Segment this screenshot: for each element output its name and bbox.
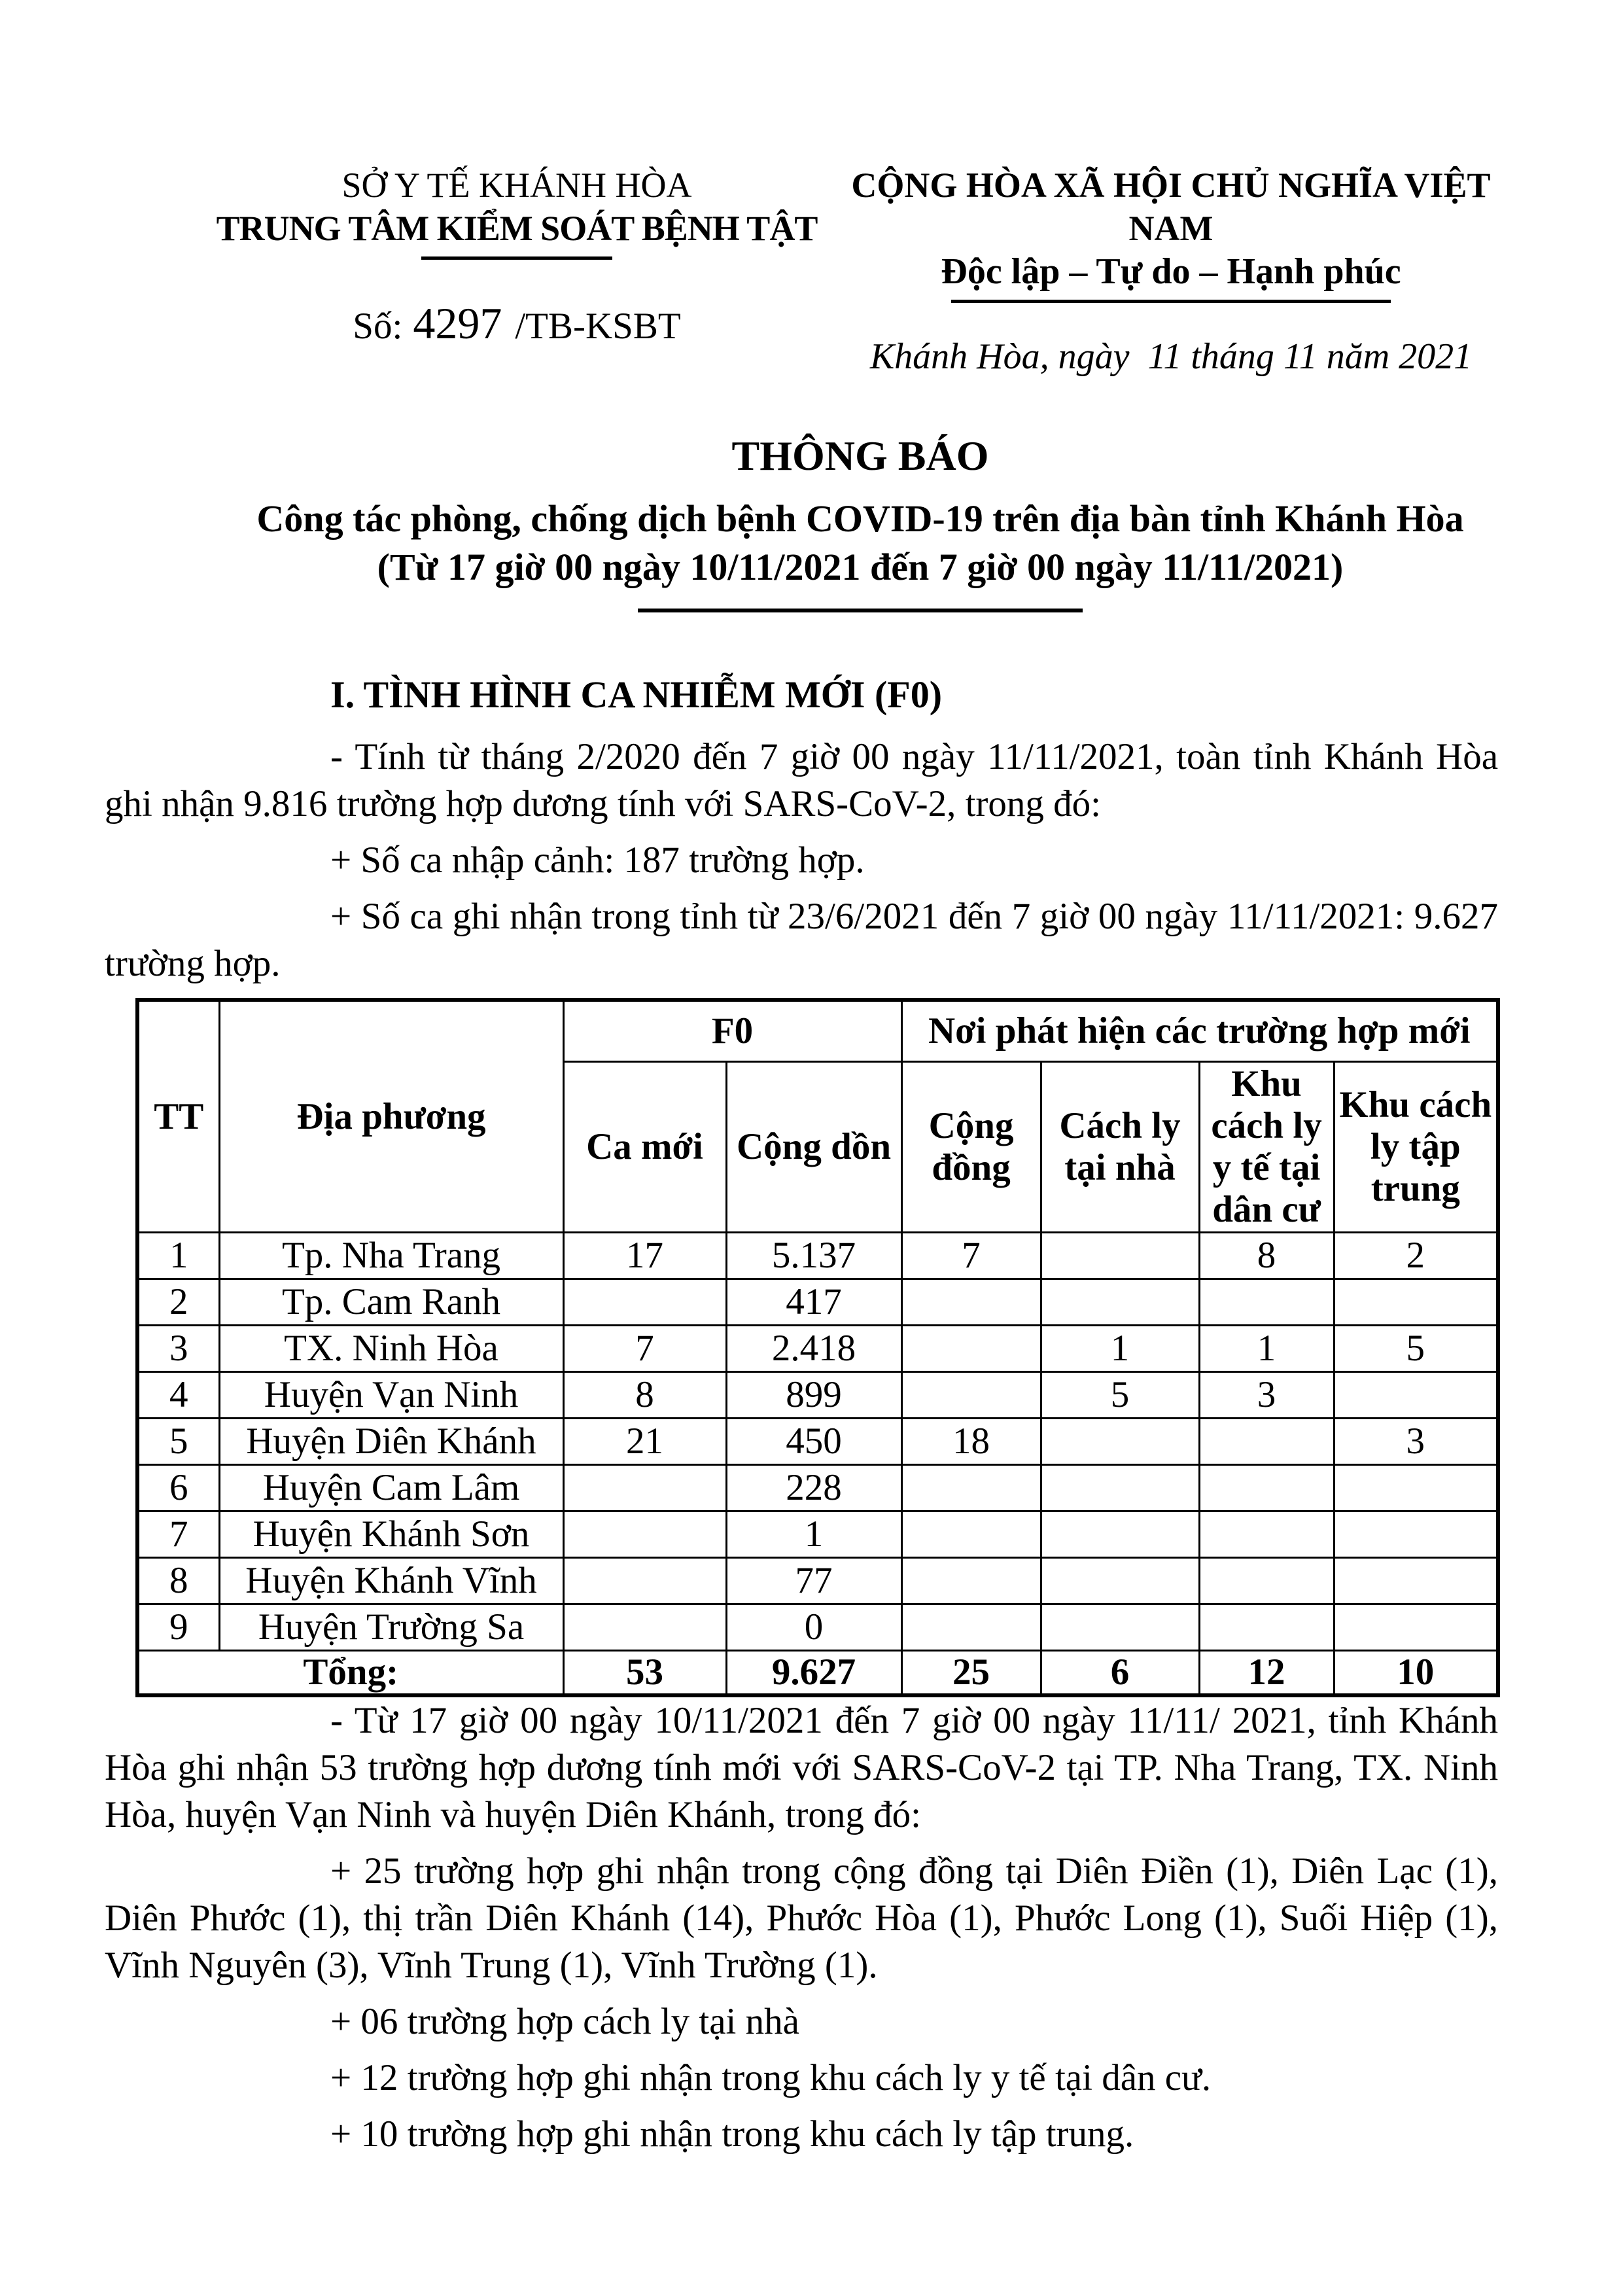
report-period: (Từ 17 giờ 00 ngày 10/11/2021 đến 7 giờ 00 ngày 11/11/2021) [377,546,1344,588]
cell-khu-cach-ly-tap-trung: 5 [1334,1326,1498,1372]
table-row [137,1558,1498,1604]
cell-cong-don: 5.137 [726,1233,901,1279]
cell-cong-don: 899 [726,1372,901,1419]
place-and-date: Khánh Hòa, ngày 11 tháng 11 năm 2021 [869,336,1473,377]
cell-cong-dong [901,1558,1041,1604]
cell-cach-ly-tai-nha [1041,1558,1199,1604]
cell-ca-moi: 8 [563,1372,726,1419]
cell-cong-don: 228 [726,1465,901,1511]
cell-cach-ly-tai-nha [1041,1279,1199,1326]
total-ca-moi: 53 [563,1651,726,1696]
cell-dia-phuong: Huyện Vạn Ninh [219,1372,563,1419]
cell-khu-cach-ly-y-te [1199,1511,1334,1558]
motto-underline [951,300,1391,303]
table-row [137,1511,1498,1558]
col-group-f0: F0 [563,1000,901,1062]
cell-khu-cach-ly-tap-trung [1334,1604,1498,1651]
col-header-dia-phuong: Địa phương [219,1000,563,1233]
cell-tt: 5 [137,1419,219,1465]
cell-dia-phuong: Huyện Khánh Sơn [219,1511,563,1558]
cell-cong-dong [901,1465,1041,1511]
document-number-label: Số: [353,306,403,347]
national-title: CỘNG HÒA XÃ HỘI CHỦ NGHĨA VIỆT NAM [851,166,1491,248]
issuing-agency-block [105,164,929,349]
cell-ca-moi [563,1511,726,1558]
cell-cong-don: 450 [726,1419,901,1465]
cell-cong-dong [901,1511,1041,1558]
cell-tt: 2 [137,1279,219,1326]
paragraph-intro: - Tính từ tháng 2/2020 đến 7 giờ 00 ngày 11/11/2021, toàn tỉnh Khánh Hòa ghi nhận 9.816 trường hợp dương tính với SARS-CoV-2, trong đó: [105,736,1498,824]
document-header [105,164,1498,377]
national-motto: Độc lập – Tự do – Hạnh phúc [941,251,1401,292]
cell-cong-dong [901,1326,1041,1372]
cell-khu-cach-ly-tap-trung [1334,1558,1498,1604]
cell-cong-don: 417 [726,1279,901,1326]
cell-khu-cach-ly-y-te [1199,1419,1334,1465]
total-label: Tổng: [137,1651,563,1696]
col-header-ca-moi: Ca mới [563,1062,726,1233]
cell-cach-ly-tai-nha [1041,1511,1199,1558]
cell-khu-cach-ly-tap-trung [1334,1372,1498,1419]
cell-tt: 1 [137,1233,219,1279]
cell-dia-phuong: Tp. Cam Ranh [219,1279,563,1326]
cell-ca-moi [563,1604,726,1651]
table-row [137,1233,1498,1279]
cell-dia-phuong: Huyện Trường Sa [219,1604,563,1651]
cell-ca-moi [563,1465,726,1511]
table-row [137,1419,1498,1465]
cell-khu-cach-ly-tap-trung: 3 [1334,1419,1498,1465]
cell-tt: 7 [137,1511,219,1558]
table-row [137,1279,1498,1326]
cell-khu-cach-ly-y-te [1199,1279,1334,1326]
cell-tt: 4 [137,1372,219,1419]
cell-cach-ly-tai-nha [1041,1419,1199,1465]
cell-khu-cach-ly-tap-trung [1334,1511,1498,1558]
cell-ca-moi: 21 [563,1419,726,1465]
cell-dia-phuong: Huyện Khánh Vĩnh [219,1558,563,1604]
cell-dia-phuong: TX. Ninh Hòa [219,1326,563,1372]
cell-khu-cach-ly-y-te [1199,1465,1334,1511]
cell-khu-cach-ly-tap-trung [1334,1279,1498,1326]
table-row [137,1372,1498,1419]
cell-ca-moi: 17 [563,1233,726,1279]
document-number-line [105,298,929,349]
col-header-khu-cach-ly-tap-trung: Khu cách ly tập trung [1334,1062,1498,1233]
covid-statistics-table [135,998,1500,1697]
cell-tt: 8 [137,1558,219,1604]
total-khu-cach-ly-tap-trung: 10 [1334,1651,1498,1696]
bullet-trong-tinh: + Số ca ghi nhận trong tỉnh từ 23/6/2021 đến 7 giờ 00 ngày 11/11/2021: 9.627 trường hợp. [105,896,1498,984]
bullet-cong-dong: + 25 trường hợp ghi nhận trong cộng đồng tại Diên Điền (1), Diên Lạc (1), Diên Phước (1), thị trần Diên Khánh (14), Phước Hòa (1), Phước Long (1), Suối Hiệp (1), Vĩnh Nguyên (3), Vĩnh Trung (1), Vĩnh Trường (1). [105,1850,1498,1986]
cell-ca-moi [563,1279,726,1326]
document-number-suffix: /TB-KSBT [515,306,681,347]
bullet-khu-y-te: + 12 trường hợp ghi nhận trong khu cách ly y tế tại dân cư. [330,2057,1212,2098]
title-block [105,431,1498,612]
document-subtitle: Công tác phòng, chống dịch bệnh COVID-19 trên địa bàn tỉnh Khánh Hòa [256,497,1464,540]
section-1-heading: I. TÌNH HÌNH CA NHIỄM MỚI (F0) [330,673,943,716]
national-motto-block [844,164,1498,378]
col-header-tt: TT [137,1000,219,1233]
cell-cong-dong [901,1604,1041,1651]
total-cong-don: 9.627 [726,1651,901,1696]
cell-khu-cach-ly-y-te [1199,1558,1334,1604]
cell-cong-dong [901,1279,1041,1326]
col-header-khu-cach-ly-y-te: Khu cách ly y tế tại dân cư [1199,1062,1334,1233]
total-cong-dong: 25 [901,1651,1041,1696]
cell-khu-cach-ly-tap-trung: 2 [1334,1233,1498,1279]
cell-cach-ly-tai-nha [1041,1233,1199,1279]
document-number-value: 4297 [413,298,502,348]
col-header-cong-dong: Cộng đồng [901,1062,1041,1233]
total-khu-cach-ly-y-te: 12 [1199,1651,1334,1696]
bullet-khu-tap-trung: + 10 trường hợp ghi nhận trong khu cách ly tập trung. [330,2113,1134,2155]
cell-khu-cach-ly-y-te [1199,1604,1334,1651]
cell-cong-dong: 18 [901,1419,1041,1465]
cell-dia-phuong: Huyện Cam Lâm [219,1465,563,1511]
cell-ca-moi [563,1558,726,1604]
total-cach-ly-tai-nha: 6 [1041,1651,1199,1696]
cell-khu-cach-ly-y-te: 1 [1199,1326,1334,1372]
table-header-row-1 [137,1000,1498,1062]
cell-khu-cach-ly-y-te: 8 [1199,1233,1334,1279]
org-name: TRUNG TÂM KIỂM SOÁT BỆNH TẬT [216,209,818,248]
table-row [137,1326,1498,1372]
cell-ca-moi: 7 [563,1326,726,1372]
bullet-cach-ly-nha: + 06 trường hợp cách ly tại nhà [330,2001,799,2042]
table-row [137,1465,1498,1511]
col-group-noi-phat-hien: Nơi phát hiện các trường hợp mới [901,1000,1498,1062]
cell-cong-don: 0 [726,1604,901,1651]
table-row [137,1604,1498,1651]
title-underline [638,609,1083,612]
cell-cach-ly-tai-nha [1041,1465,1199,1511]
table-total-row [137,1651,1498,1696]
cell-cach-ly-tai-nha: 1 [1041,1326,1199,1372]
cell-cong-don: 1 [726,1511,901,1558]
document-title: THÔNG BÁO [731,433,989,479]
cell-dia-phuong: Huyện Diên Khánh [219,1419,563,1465]
cell-dia-phuong: Tp. Nha Trang [219,1233,563,1279]
cell-cong-dong: 7 [901,1233,1041,1279]
parent-org-name: SỞ Y TẾ KHÁNH HÒA [341,166,692,205]
col-header-cach-ly-tai-nha: Cách ly tại nhà [1041,1062,1199,1233]
paragraph-after-table: - Từ 17 giờ 00 ngày 10/11/2021 đến 7 giờ 00 ngày 11/11/ 2021, tỉnh Khánh Hòa ghi nhận 53 trường hợp dương tính mới với SARS-CoV-2 tại TP. Nha Trang, TX. Ninh Hòa, huyện Vạn Ninh và huyện Diên Khánh, trong đó: [105,1700,1498,1835]
cell-tt: 9 [137,1604,219,1651]
bullet-nhap-canh: + Số ca nhập cảnh: 187 trường hợp. [330,839,865,881]
cell-cong-don: 2.418 [726,1326,901,1372]
cell-khu-cach-ly-tap-trung [1334,1465,1498,1511]
cell-cong-dong [901,1372,1041,1419]
col-header-cong-don: Cộng dồn [726,1062,901,1233]
cell-cach-ly-tai-nha: 5 [1041,1372,1199,1419]
cell-tt: 3 [137,1326,219,1372]
cell-cach-ly-tai-nha [1041,1604,1199,1651]
org-underline [421,256,612,260]
cell-khu-cach-ly-y-te: 3 [1199,1372,1334,1419]
cell-tt: 6 [137,1465,219,1511]
cell-cong-don: 77 [726,1558,901,1604]
